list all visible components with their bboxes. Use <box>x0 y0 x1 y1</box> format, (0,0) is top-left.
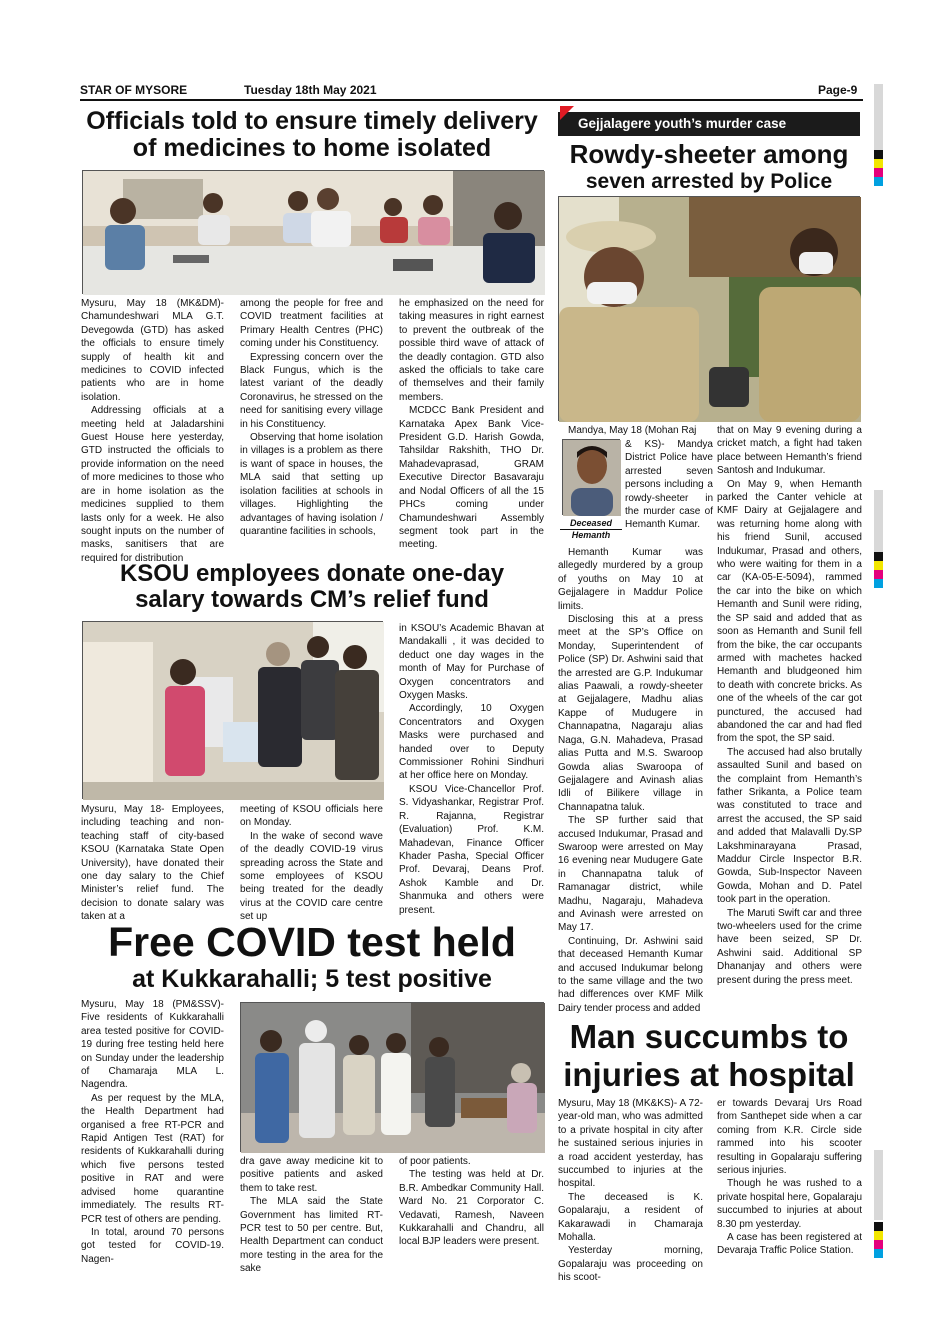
covid-test-column-1: Mysuru, May 18 (PM&SSV)- Five residents of Kukkarahalli area tested positive for COVID-19 during free testing held here on Sunday under the leadership of Chamaraja MLA L. Nagendra. As per request by the MLA, the Health Department had organised a free RT-PCR and Rapid Antigen Test (RAT) for residents of Kukkarahalli during which five persons tested positive in RAT and were advised home quarantine immediately. The results RT-PCR test of others are pending. In total, around 70 persons got tested for COVID-19. Nagen- <box>81 999 224 1265</box>
red-tag-marker <box>560 106 574 120</box>
cmyk-marks <box>874 552 883 588</box>
cmyk-marks <box>874 150 883 186</box>
police-photo <box>558 196 860 421</box>
registration-strip <box>874 84 883 154</box>
officials-column-3: he emphasized on the need for taking measures in right earnest to prevent the outbreak of the possible third wave of attack of the deadly contagion. GTD also asked the officials to take care of themselves and their family members. MCDCC Bank President and Karnataka Apex Bank Vice-President G.D. Harish Gowda, Tahsildar Rakshith, THO Dr. Mahadevaprasad, GRAM Executive Director Basavaraju and Nodal Officers of all the 15 PHCs coming under Chamundeshwari Assembly segment took part in the meeting. <box>399 298 544 551</box>
officials-column-1: Mysuru, May 18 (MK&DM)- Chamundeshwari MLA G.T. Devegowda (GTD) has asked the officials to ensure timely supply of health kit and medicines to COVID infected patients who are in home isolation. Addressing officials at a meeting held at Jaladarshini Guest House here yesterday, GTD instructed the officials to provide information on the need of more medicines to those who are in home isolation as the medicines supplied to them lasts only for a week. He also sought inputs on the number of masks, sanitisers that are required for distribution <box>81 298 224 564</box>
covid-test-column-2: dra gave away medicine kit to positive patients and asked them to take rest. The MLA said the State Government has limited RT-PCR test to 50 per centre. But, Health Department can conduct more testing in the area for the sake <box>240 1156 383 1275</box>
story-tag: Gejjalagere youth’s murder case <box>558 112 860 136</box>
ksou-column-2: meeting of KSOU officials here on Monday. In the wake of second wave of the deadly COVID-19 virus spreading across the State and some employees of KSOU being treated for the deadly virus at the COVID care centre set up <box>240 804 383 923</box>
cmyk-marks <box>874 1222 883 1258</box>
headline-man-succumbs: Man succumbs to injuries at hospital <box>563 1018 855 1093</box>
headline-officials: Officials told to ensure timely delivery of medicines to home isolated <box>86 107 538 162</box>
succumbs-column-1: Mysuru, May 18 (MK&KS)- A 72-year-old man, who was admitted to a private hospital in city after he sustained serious injuries in a road accident yesterday, has succumbed to injuries at the hospital. The deceased is K. Gopalaraju, a resident of Kakarawadi in Chamaraja Mohalla. Yesterday morning, Gopalaraju was proceeding on his scoot- <box>558 1098 703 1284</box>
header-rule <box>80 99 863 101</box>
rowdy-column-1-top: Mandya, May 18 (Mohan Raj <box>568 425 697 436</box>
meeting-photo <box>82 170 544 294</box>
registration-strip <box>874 1150 883 1220</box>
deceased-caption: Deceased Hemanth <box>560 518 622 541</box>
registration-strip <box>874 490 883 552</box>
ksou-photo <box>82 621 383 799</box>
headline-ksou: KSOU employees donate one-day salary towards CM’s relief fund <box>119 560 505 613</box>
page-number: Page-9 <box>818 83 858 97</box>
paper-name: STAR OF MYSORE <box>80 83 188 97</box>
rowdy-column-1-wrap: & KS)- Mandya District Police have arrested seven persons including a rowdy-sheeter in the murder case of Hemanth Kumar. <box>625 439 713 531</box>
covid-test-photo <box>240 1002 544 1152</box>
rowdy-column-1: Hemanth Kumar was allegedly murdered by a group of youths on May 10 at Gejjalagere in Maddur Police limits. Disclosing this at a press meet at the SP’s Office on Monday, Superintendent of Police (SP) Dr. Ashwini said that the arrested are G.P. Indukumar alias Paawali, a rowdy-sheeter at Gejjalagere, Madhu alias Kappe of Mudugere in Channapatna, Nagaraju alias Naga, G.N. Mahadeva, Prasad alias Putta and M.S. Swaroop Gowda alias Swaroopa of Gejjalagere and Avinash alias Idli of Bilikere village in Channapatna taluk. The SP further said that accused Indukumar, Prasad and Swaroop were arrested on May 16 evening near Mudugere Gate in Channapatna taluk of Ramanagar district, while Madhu, Nagaraju, Mahadeva and Avinash were arrested on May 17. Continuing, Dr. Ashwini said that deceased Hemanth Kumar and accused Indukumar belong to the same village and the two had differences over KMF Milk Dairy tender process and added <box>558 547 703 1014</box>
headline-covid-test: Free COVID test held at Kukkarahalli; 5 test positive <box>108 919 516 993</box>
covid-test-column-3: of poor patients. The testing was held at Dr. B.R. Ambedkar Community Hall. Ward No. 21 Corporator C. Vedavati, Ramesh, Naveen Kukkarahalli and Chandru, all local BJP leaders were present. <box>399 1156 544 1248</box>
ksou-column-3: in KSOU’s Academic Bhavan at Mandakalli , it was decided to deduct one day wages in the month of May for Purchase of Oxygen concentrators and Oxygen Masks. Accordingly, 10 Oxygen Concentrators and Oxygen Masks were purchased and handed over to Deputy Commissioner Rohini Sindhuri at her office here on Monday. KSOU Vice-Chancellor Prof. S. Vidyashankar, Registrar Prof. R. Rajanna, Registrar (Evaluation) Prof. K.M. Mahadevan, Finance Officer Khader Pasha, Special Officer Prof. Devaraj, Deans Prof. Ashok Kamble and Dr. Shanmuka and others were present. <box>399 623 544 916</box>
rowdy-column-2: that on May 9 evening during a cricket match, a fight had taken place between Hemanth’s friend Santosh and Indukumar. On May 9, when Hemanth parked the Canter vehicle at KMF Dairy at Gejjalagere and was returning home along with his friend Sunil, accused Indukumar, Prasad and others, who were waiting for them in a car (KA-05-E-5094), rammed the car into the bike on which Hemanth and Sunil were riding, the SP said and added that as soon as Hemanth and Sunil fell from the bike, the car occupants armed with machetes hacked Hemanth and bludgeoned him to death with concrete bricks. As one of the wheels of the car got punctured, the accused had abandoned the car and had fled from the spot, the SP said. The accused had also brutally assaulted Sunil and based on the complaint from Hemanth’s father Srikanta, a Police team was constituted to trace and arrest the accused, the SP said and added that Malavalli Dy.SP Lakshminarayana Prasad, Maddur Circle Inspector B.R. Gowda, Sub-Inspector Naveen Gowda, Mohan and D. Patel took part in the operation. The Maruti Swift car and three two-wheelers used for the crime have been seized, SP Dr. Ashwini said. Additional SP Dhananjay and others were present during the press meet. <box>717 425 862 986</box>
headline-rowdy-sheeter: Rowdy-sheeter among seven arrested by Police <box>569 139 849 193</box>
ksou-column-1: Mysuru, May 18- Employees, including teaching and non-teaching staff of city-based KSOU (Karnataka State Open University), have donated their one day salary to the Chief Minister’s relief fund. The decision to donate salary was taken at a <box>81 804 224 923</box>
succumbs-column-2: er towards Devaraj Urs Road from Santhepet side when a car coming from K.R. Circle side rammed into his scooter resulting in Gopalaraju suffering serious injuries. Though he was rushed to a private hospital here, Gopalaraju succumbed to injuries at about 8.30 pm yesterday. A case has been registered at Devaraja Traffic Police Station. <box>717 1098 862 1257</box>
officials-column-2: among the people for free and COVID treatment facilities at Primary Health Centres (PHC) coming under his Constituency. Expressing concern over the Black Fungus, which is the latest variant of the deadly Coronavirus, he stressed on the need for sanitising every village in his Constituency. Observing that home isolation in villages is a problem as there is want of space in houses, the MLA said that setting up isolation facilities at schools in villages. Highlighting the advantages of having isolation / quarantine facilities in schools, <box>240 298 383 537</box>
deceased-portrait <box>562 439 620 515</box>
issue-date: Tuesday 18th May 2021 <box>244 83 377 97</box>
